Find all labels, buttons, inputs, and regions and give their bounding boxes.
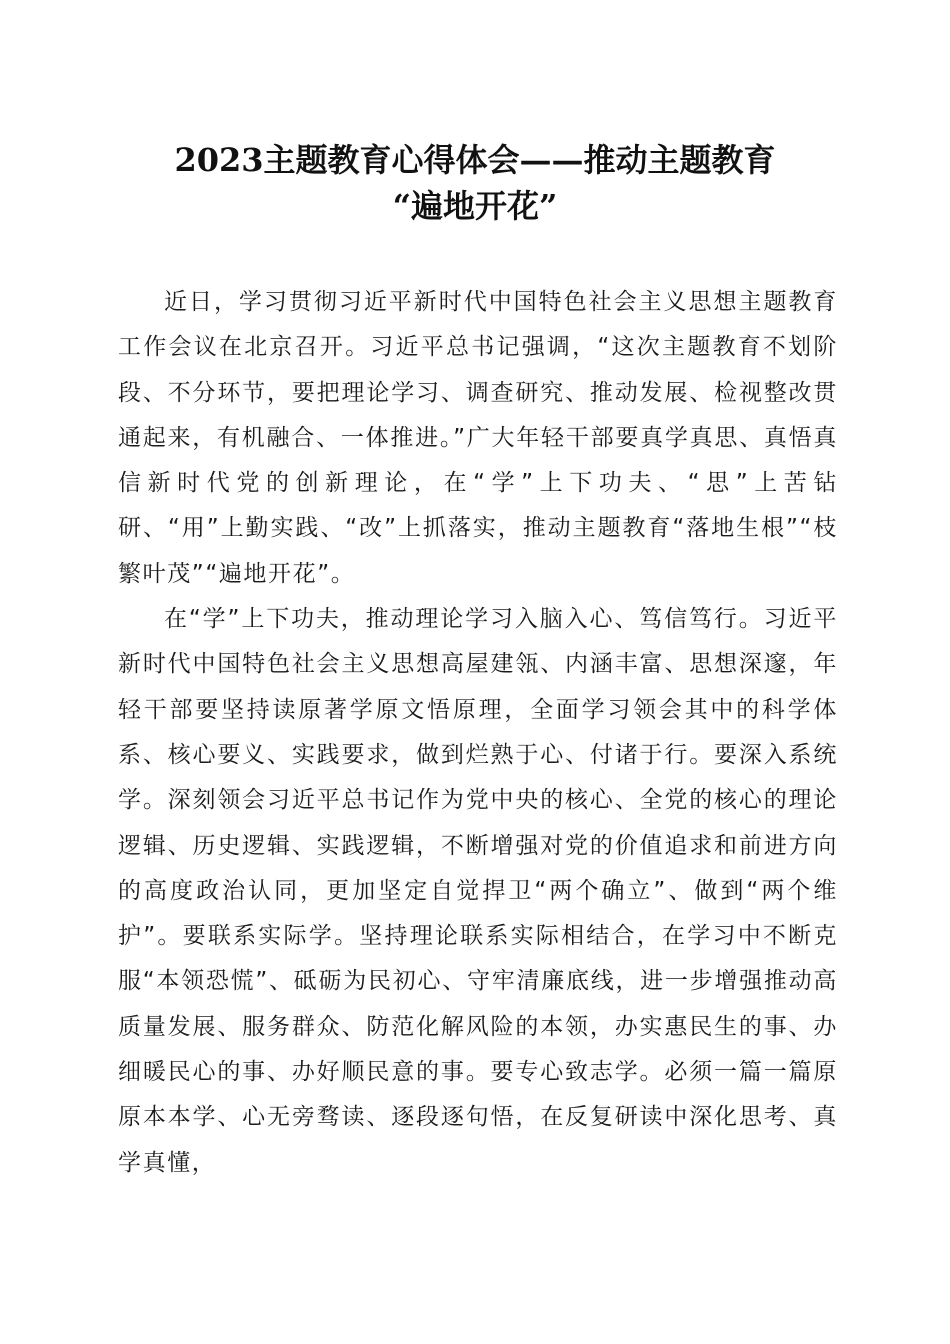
title-line-2: “遍地开花” — [392, 187, 558, 225]
document-title — [100, 137, 850, 229]
document-body — [118, 280, 838, 1186]
title-line-1: 2023主题教育心得体会——推动主题教育 — [174, 141, 776, 179]
paragraph-intro: 近日，学习贯彻习近平新时代中国特色社会主义思想主题教育工作会议在北京召开。习近平总书记强调，“这次主题教育不划阶段、不分环节，要把理论学习、调查研究、推动发展、检视整改贯通起来，有机融合、一体推进。”广大年轻干部要真学真思、真悟真信新时代党的创新理论，在“学”上下功夫、“思”上苦钻研、“用”上勤实践、“改”上抓落实，推动主题教育“落地生根”“枝繁叶茂”“遍地开花”。 — [118, 289, 838, 587]
paragraph-study: 在“学”上下功夫，推动理论学习入脑入心、笃信笃行。习近平新时代中国特色社会主义思想高屋建瓴、内涵丰富、思想深邃，年轻干部要坚持读原著学原文悟原理，全面学习领会其中的科学体系、核心要义、实践要求，做到烂熟于心、付诸于行。要深入系统学。深刻领会习近平总书记作为党中央的核心、全党的核心的理论逻辑、历史逻辑、实践逻辑，不断增强对党的价值追求和前进方向的高度政治认同，更加坚定自觉捍卫“两个确立”、做到“两个维护”。要联系实际学。坚持理论联系实际相结合，在学习中不断克服“本领恐慌”、砥砺为民初心、守牢清廉底线，进一步增强推动高质量发展、服务群众、防范化解风险的本领，办实惠民生的事、办细暖民心的事、办好顺民意的事。要专心致志学。必须一篇一篇原原本本学、心无旁骛读、逐段逐句悟，在反复研读中深化思考、真学真懂， — [118, 606, 838, 1176]
